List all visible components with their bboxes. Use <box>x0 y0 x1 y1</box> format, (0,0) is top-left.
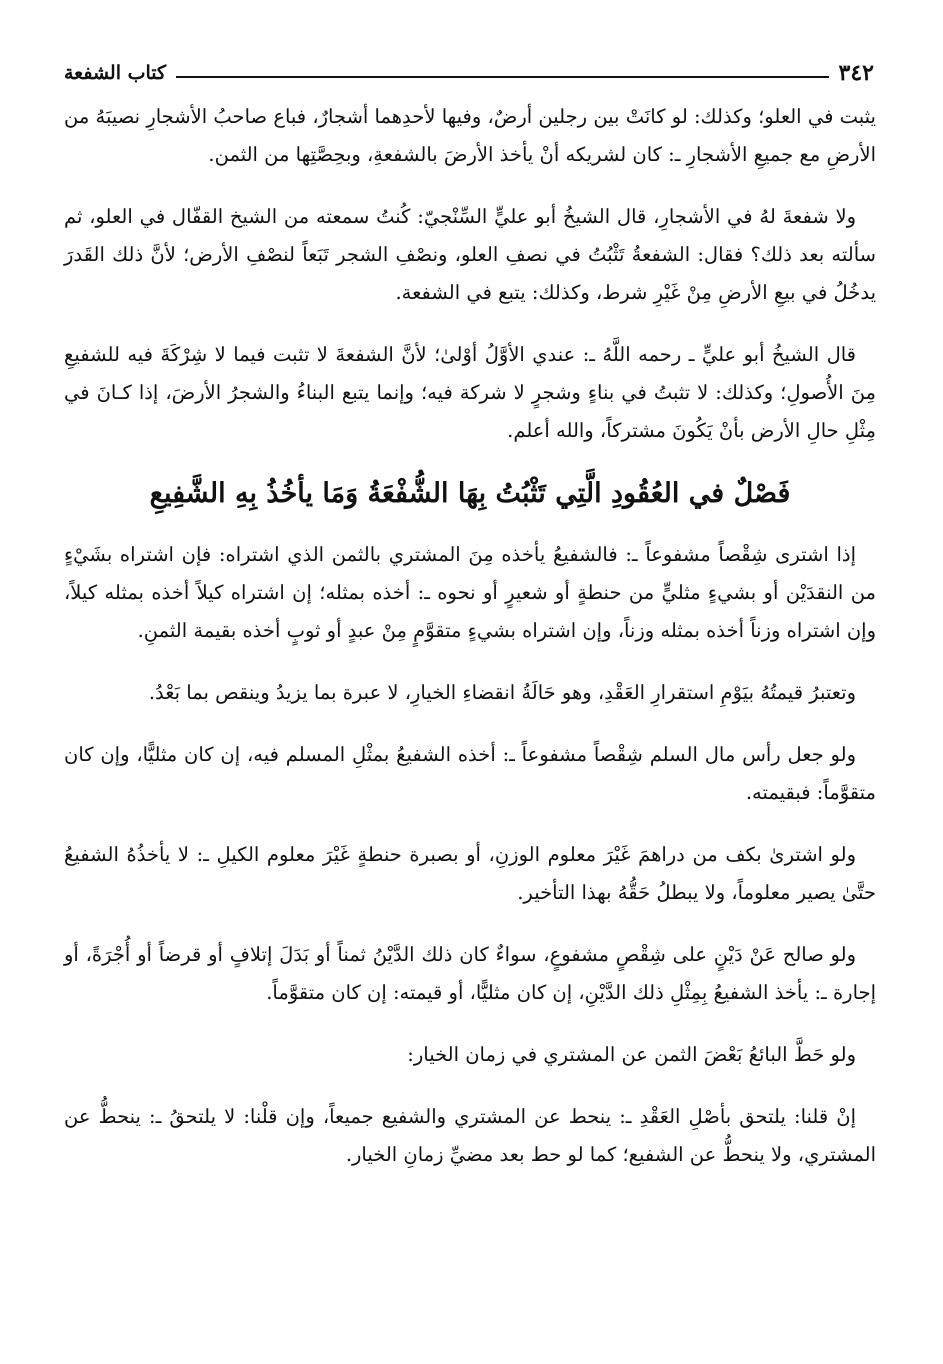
book-title: كتاب الشفعة <box>64 62 167 84</box>
running-header <box>64 58 874 88</box>
paragraph: ولو اشترىٰ بكف من دراهمَ غَيْرَ معلوم الوزنِ، أو بصبرة حنطةٍ غَيْرَ معلوم الكيلِ ـ: لا يأخذُهُ الشفيعُ حتَّىٰ يصير معلوماً، ولا يبطلُ حَقُّهُ بهذا التأخير. <box>64 843 876 904</box>
paragraph: وتعتبرُ قيمتُهُ بيَوْمِ استقرارِ العَقْدِ، وهو حَالَةُ انقضاءِ الخيارِ، لا عبرة بما يزيدُ وينقص بما بَعْدُ. <box>148 681 856 704</box>
paragraph: قال الشيخُ أبو عليٍّ ـ رحمه اللَّهُ ـ: عندي الأوَّلُ أوْلىٰ؛ لأنَّ الشفعةَ لا تثبت فيما لا شِرْكَةَ فيه للشفيعِ مِنَ الأُصولِ؛ وكذلك: لا تثبتُ في بناءٍ وشجرٍ لا شركة فيه؛ وإنما يتبع البناءُ والشجرُ الأرضَ، إذا كـانَ في مِثْلِ حالِ الأرض بأنْ يَكُونَ مشتركاً، والله أعلم. <box>64 343 876 442</box>
main-text <box>64 98 876 1198</box>
paragraph: يثبت في العلو؛ وكذلك: لو كانَتْ بين رجلين أرضٌ، وفيها لأحدِهما أشجارٌ، فباع صاحبُ الأشجارِ نصيبَهُ من الأرضِ مع جميعِ الأشجارِ ـ: كان لشريكه أنْ يأخذ الأرضَ بالشفعةِ، وبحِصَّتِها من الثمن. <box>64 105 876 166</box>
paragraph: إذا اشترى شِقْصاً مشفوعاً ـ: فالشفيعُ يأخذه مِنَ المشتري بالثمن الذي اشتراه: فإن اشتراه بشَيْءٍ من النقدَيْن أو بشيءٍ مثليٍّ من حنطةٍ أو شعيرٍ أو نحوه ـ: أخذه بمثله؛ إن اشتراه كيلاً أخذه بمثله كيلاً، وإن اشتراه وزناً أخذه بمثله وزناً، وإن اشتراه بشيءٍ متقوَّمٍ مِنْ عبدٍ أو ثوبٍ أخذه بقيمة الثمنِ. <box>64 543 876 642</box>
header-rule <box>176 76 828 78</box>
paragraph: ولو صالح عَنْ دَيْنٍ على شِقْصٍ مشفوعٍ، سواءٌ كان ذلك الدَّيْنُ ثمناً أو بَدَلَ إتلافٍ أو قرضاً أو أُجْرَةً، أو إجارة ـ: يأخذ الشفيعُ بِمِثْلِ ذلك الدَّيْنِ، إن كان مثليًّا، أو قيمته: إن كان متقوَّماً. <box>64 943 876 1004</box>
page-number: ٣٤٢ <box>838 60 874 86</box>
paragraph: ولو حَطَّ البائعُ بَعْضَ الثمن عن المشتري في زمان الخيار: <box>407 1043 856 1066</box>
section-title: فَصْلٌ في العُقُودِ الَّتِي تَثْبُتُ بِهَا الشُّفْعَةُ وَمَا يأخُذُ بِهِ الشَّفِيعِ <box>149 478 791 509</box>
paragraph: إنْ قلنا: يلتحق بأصْلِ العَقْدِ ـ: ينحط عن المشتري والشفيع جميعاً، وإن قلْنا: لا يلتحقُ ـ: ينحطُّ عن المشتري، ولا ينحطُّ عن الشفيع؛ كما لو حط بعد مضيِّ زمانِ الخيار. <box>64 1105 876 1166</box>
paragraph: ولو جعل رأس مال السلم شِقْصاً مشفوعاً ـ: أخذه الشفيعُ بمثْلِ المسلم فيه، إن كان مثليًّا، وإن كان متقوَّماً: فبقيمته. <box>64 743 876 804</box>
paragraph: ولا شفعةَ لهُ في الأشجارِ، قال الشيخُ أبو عليٍّ السِّنْجيّ: كُنتُ سمعته من الشيخ القفّال في العلو، ثم سألته بعد ذلك؟ فقال: الشفعةُ تَثْبُتُ في نصفِ العلو، ونصْفِ الشجر تَبَعاً لنصْفِ الأرض؛ لأنَّ ذلك القَدرَ يدخُلُ في بيعِ الأرضِ مِنْ غَيْرِ شرط، وكذلك: يتبع في الشفعة. <box>64 205 876 304</box>
